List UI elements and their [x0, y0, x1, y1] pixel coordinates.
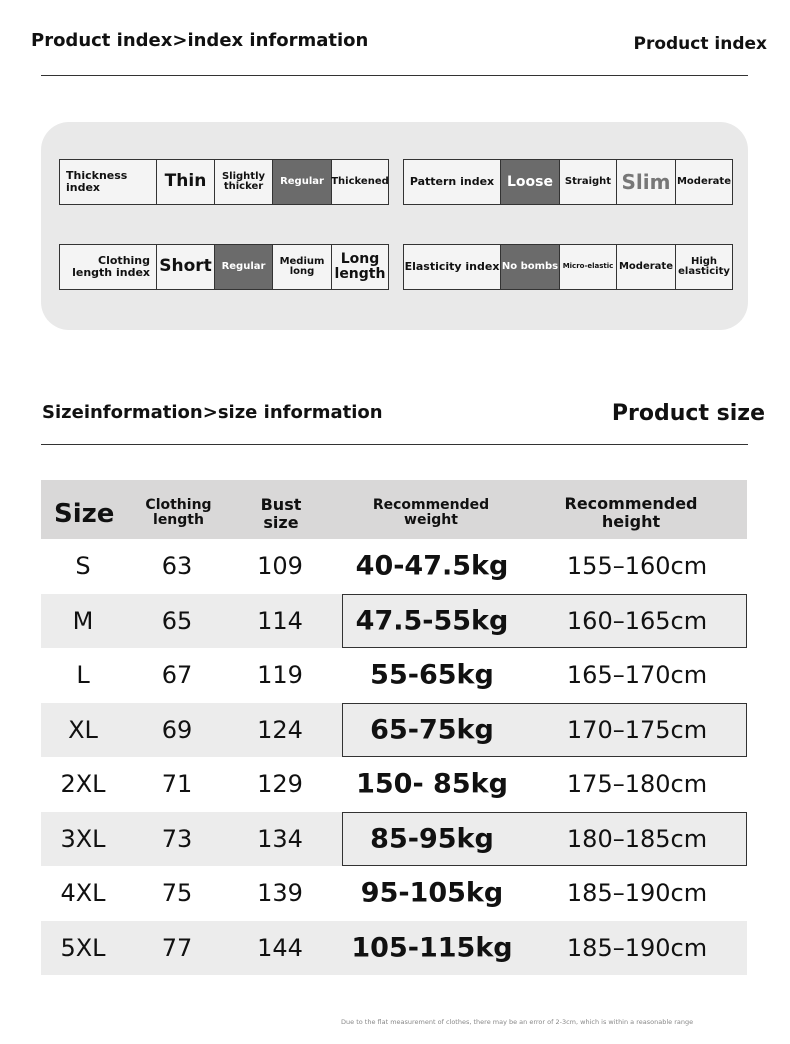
table-cell: 109: [257, 552, 303, 581]
table-cell: L: [76, 661, 90, 690]
index-option: No bombs: [501, 245, 560, 289]
table-cell: 129: [257, 770, 303, 799]
table-row: [41, 539, 747, 594]
table-cell: 40-47.5kg: [355, 550, 509, 582]
index-option: Thin: [157, 160, 215, 204]
table-cell: 63: [161, 552, 193, 581]
index-option: Loose: [501, 160, 560, 204]
index-option: Slightly thicker: [215, 160, 273, 204]
table-cell: 185–190cm: [566, 879, 708, 908]
table-cell: 5XL: [60, 933, 106, 962]
table-row: [41, 757, 747, 812]
table-cell: 105-115kg: [351, 932, 513, 964]
divider: [41, 75, 748, 76]
table-cell: 95-105kg: [360, 877, 504, 909]
index-1: [403, 159, 733, 205]
divider: [41, 444, 748, 445]
table-header: [41, 480, 747, 539]
table-cell: 55-65kg: [370, 659, 494, 691]
table-cell: 134: [257, 824, 303, 853]
table-cell: 119: [257, 661, 303, 690]
header-size: Size: [54, 499, 115, 529]
index-option: Long length: [334, 251, 386, 282]
header-bust: Bust size: [260, 495, 302, 532]
table-cell: 77: [161, 933, 193, 962]
table-cell: 2XL: [60, 770, 106, 799]
header-height: Recommended height: [564, 494, 698, 531]
table-row: [41, 703, 747, 758]
index-label: Thickness index: [60, 160, 157, 204]
index-label: Pattern index: [404, 160, 501, 204]
index-option: Medium long: [273, 245, 332, 289]
section-title-size: Product size: [611, 401, 765, 426]
index-option: Thickened: [331, 175, 389, 187]
index-option: Moderate: [617, 245, 676, 289]
table-cell: 139: [257, 879, 303, 908]
index-label: Clothing length index: [60, 245, 157, 289]
table-cell: 67: [161, 661, 193, 690]
table-cell: 160–165cm: [566, 606, 708, 635]
index-option: Regular: [215, 245, 273, 289]
index-0: [59, 159, 389, 205]
breadcrumb-index: Product index>index information: [31, 30, 369, 51]
table-cell: 114: [257, 606, 303, 635]
table-row: [41, 921, 747, 976]
table-cell: 144: [257, 933, 303, 962]
table-cell: 170–175cm: [566, 715, 708, 744]
table-row: [41, 594, 747, 649]
table-cell: 155–160cm: [566, 552, 708, 581]
index-option: Micro-elastic: [560, 245, 617, 289]
table-row: [41, 866, 747, 921]
table-cell: XL: [68, 715, 98, 744]
index-option: Short: [157, 245, 215, 289]
table-cell: 65: [161, 606, 193, 635]
index-option: Straight: [560, 160, 617, 204]
header-weight: Recommended weight: [372, 497, 490, 529]
breadcrumb-size: Sizeinformation>size information: [42, 402, 383, 423]
table-cell: 185–190cm: [566, 933, 708, 962]
table-cell: S: [75, 552, 91, 581]
size-table: [41, 480, 747, 975]
index-label: Elasticity index: [404, 245, 501, 289]
table-cell: 3XL: [60, 824, 106, 853]
index-option: Regular: [273, 160, 332, 204]
table-cell: 165–170cm: [566, 661, 708, 690]
table-cell: M: [72, 606, 94, 635]
index-2: [59, 244, 389, 290]
table-row: [41, 812, 747, 867]
table-cell: 150- 85kg: [356, 768, 508, 800]
table-cell: 65-75kg: [370, 714, 494, 746]
table-cell: 47.5-55kg: [355, 605, 509, 637]
index-option: Moderate: [676, 175, 731, 187]
index-option: Slim: [617, 160, 676, 204]
table-cell: 124: [257, 715, 303, 744]
section-title-index: Product index: [633, 34, 767, 54]
table-cell: 85-95kg: [370, 823, 494, 855]
table-cell: 180–185cm: [566, 824, 708, 853]
index-option: High elasticity: [678, 255, 730, 277]
table-row: [41, 648, 747, 703]
table-cell: 75: [161, 879, 193, 908]
table-cell: 73: [161, 824, 193, 853]
footnote: Due to the flat measurement of clothes, there may be an error of 2-3cm, which is within a reasonable range: [341, 1018, 694, 1026]
header-length: Clothing length: [145, 497, 212, 529]
table-cell: 175–180cm: [566, 770, 708, 799]
table-cell: 4XL: [60, 879, 106, 908]
index-panel: [41, 122, 748, 330]
table-cell: 69: [161, 715, 193, 744]
index-3: [403, 244, 733, 290]
table-cell: 71: [161, 770, 193, 799]
